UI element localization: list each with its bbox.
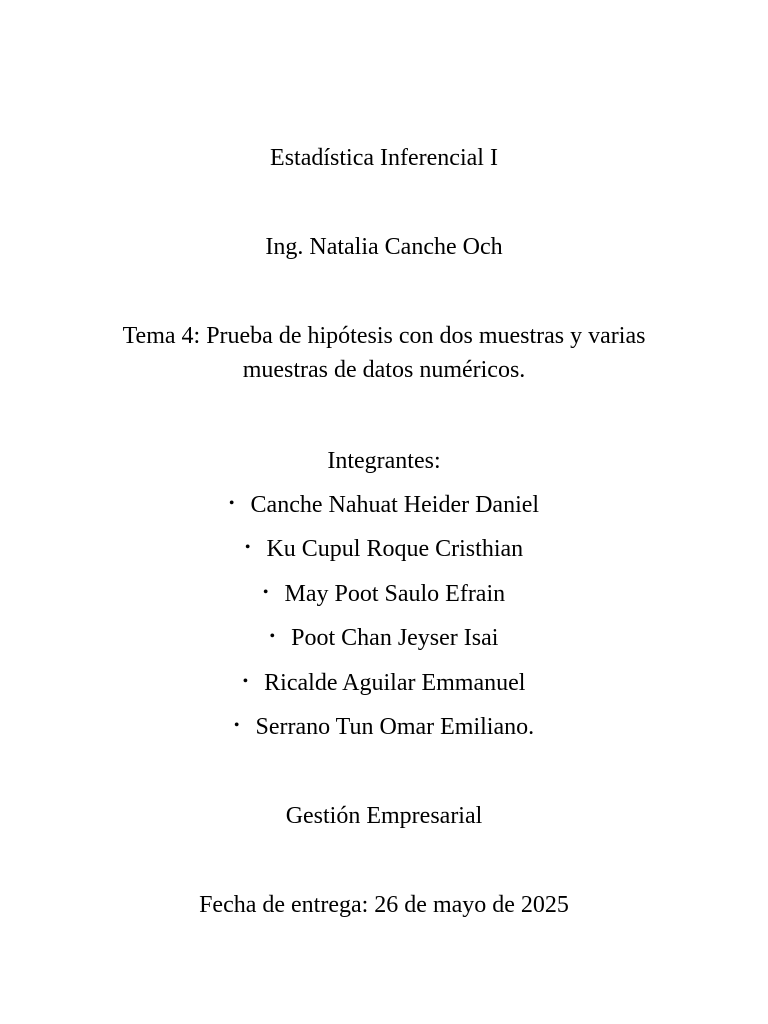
career-name: Gestión Empresarial	[285, 803, 483, 829]
members-heading: Integrantes:	[327, 448, 441, 474]
list-item	[0, 666, 768, 701]
bullet-icon: •	[262, 584, 269, 602]
member-name: Ricalde Aguilar Emmanuel	[264, 670, 526, 696]
list-item	[0, 488, 768, 523]
topic-title: Tema 4: Prueba de hipótesis con dos muestras y varias muestras de datos numéricos.	[122, 323, 646, 383]
list-item	[0, 532, 768, 567]
teacher-name: Ing. Natalia Canche Och	[265, 234, 503, 260]
member-name: Serrano Tun Omar Emiliano.	[255, 714, 535, 740]
course-title: Estadística Inferencial I	[270, 145, 498, 171]
list-item	[0, 577, 768, 612]
list-item	[0, 710, 768, 745]
member-name: Ku Cupul Roque Cristhian	[266, 536, 524, 562]
list-item	[0, 621, 768, 656]
bullet-icon: •	[228, 495, 235, 513]
member-name: Canche Nahuat Heider Daniel	[250, 492, 540, 518]
member-name: May Poot Saulo Efrain	[284, 581, 506, 607]
bullet-icon: •	[233, 717, 240, 735]
bullet-icon: •	[269, 628, 276, 646]
bullet-icon: •	[242, 673, 249, 691]
due-date: Fecha de entrega: 26 de mayo de 2025	[199, 892, 569, 918]
member-name: Poot Chan Jeyser Isai	[291, 625, 499, 651]
bullet-icon: •	[244, 539, 251, 557]
